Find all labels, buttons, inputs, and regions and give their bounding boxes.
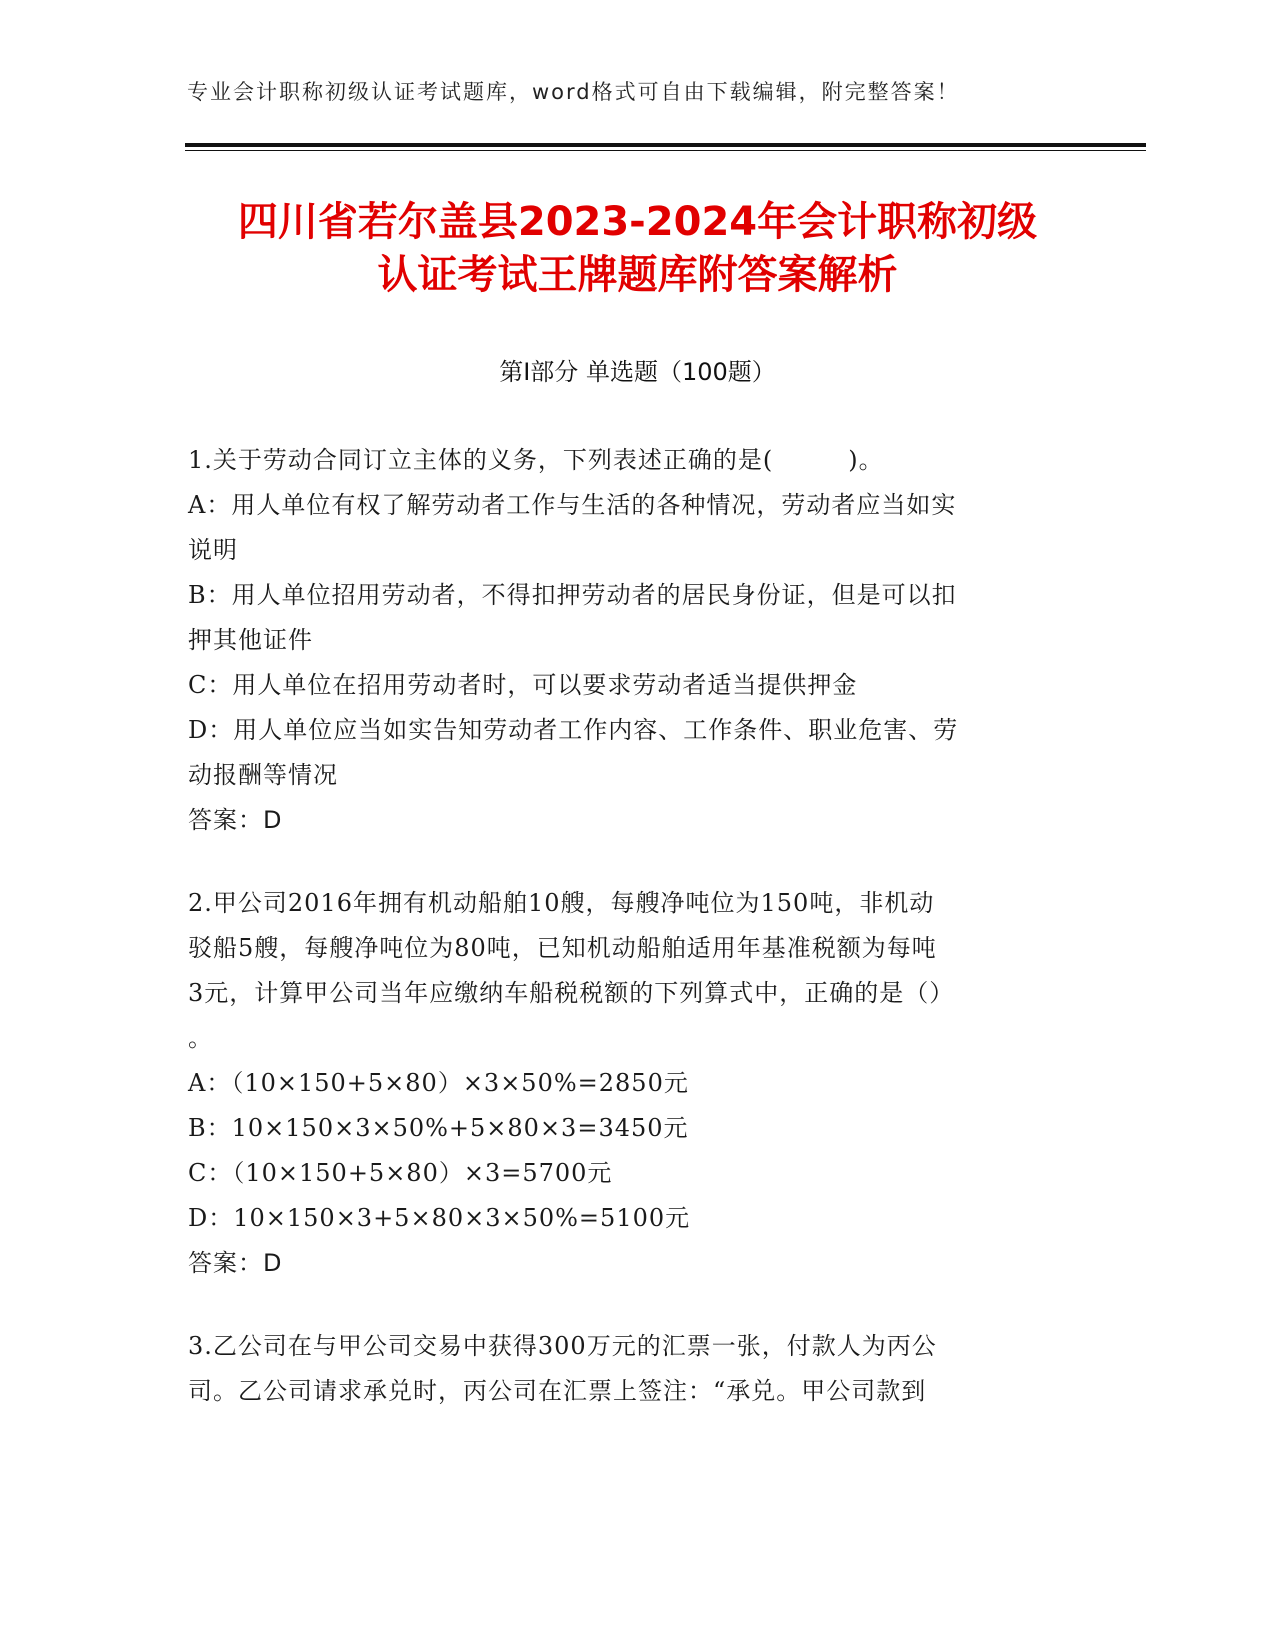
question-stem-cont: 3元，计算甲公司当年应缴纳车船税税额的下列算式中，正确的是（）: [188, 979, 955, 1007]
question-stem: 3.乙公司在与甲公司交易中获得300万元的汇票一张，付款人为丙公: [188, 1332, 937, 1360]
question-2: [188, 881, 1068, 1286]
header-rule-thin: [185, 150, 1146, 151]
question-3: [188, 1324, 1068, 1414]
option-a: A：用人单位有权了解劳动者工作与生活的各种情况，劳动者应当如实: [188, 491, 957, 519]
question-1: [188, 438, 1068, 843]
answer: 答案：D: [188, 1249, 283, 1277]
question-stem: 1.关于劳动合同订立主体的义务，下列表述正确的是( )。: [188, 446, 884, 474]
header-note: 专业会计职称初级认证考试题库，word格式可自由下载编辑，附完整答案！: [187, 80, 960, 104]
answer: 答案：D: [188, 806, 283, 834]
option-d: D：10×150×3+5×80×3×50%=5100元: [188, 1204, 691, 1232]
header-rule-thick: [185, 143, 1146, 147]
option-b-cont: 押其他证件: [188, 626, 313, 654]
title-line-1: 四川省若尔盖县2023-2024年会计职称初级: [237, 199, 1038, 245]
option-c: C：用人单位在招用劳动者时，可以要求劳动者适当提供押金: [188, 671, 858, 699]
question-stem-cont: 。: [188, 1024, 213, 1052]
title-line-2: 认证考试王牌题库附答案解析: [377, 252, 898, 298]
question-stem-cont: 驳船5艘，每艘净吨位为80吨，已知机动船舶适用年基准税额为每吨: [188, 934, 937, 962]
questions-list: [188, 438, 1068, 1452]
option-a-cont: 说明: [188, 536, 238, 564]
option-d: D：用人单位应当如实告知劳动者工作内容、工作条件、职业危害、劳: [188, 716, 959, 744]
option-b: B：10×150×3×50%+5×80×3=3450元: [188, 1114, 689, 1142]
document-title: [150, 196, 1125, 302]
option-a: A：（10×150+5×80）×3×50%=2850元: [188, 1069, 689, 1097]
option-b: B：用人单位招用劳动者，不得扣押劳动者的居民身份证，但是可以扣: [188, 581, 957, 609]
section-title: 第I部分 单选题（100题）: [499, 358, 776, 386]
option-c: C：（10×150+5×80）×3=5700元: [188, 1159, 613, 1187]
option-d-cont: 动报酬等情况: [188, 761, 338, 789]
question-stem-cont: 司。乙公司请求承兑时，丙公司在汇票上签注：“承兑。甲公司款到: [188, 1377, 927, 1405]
question-stem: 2.甲公司2016年拥有机动船舶10艘，每艘净吨位为150吨，非机动: [188, 889, 935, 917]
